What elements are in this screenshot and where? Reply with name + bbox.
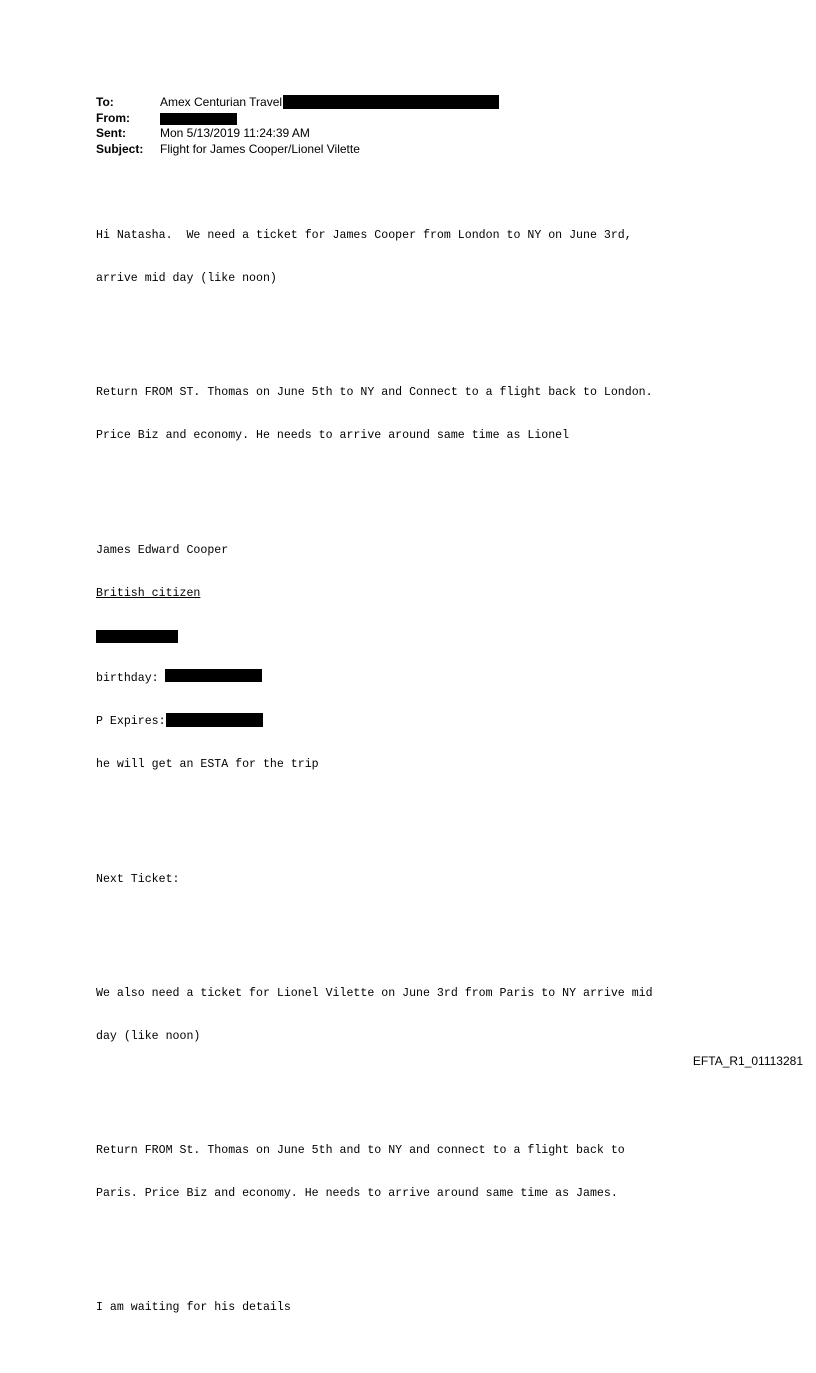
email-header <box>96 95 499 157</box>
body-line: James Edward Cooper <box>96 543 229 557</box>
redaction-block <box>165 669 262 682</box>
subject-label: Subject: <box>96 141 144 156</box>
body-line: Price Biz and economy. He needs to arrive around same time as Lionel <box>96 429 570 443</box>
body-line: British citizen <box>96 586 201 600</box>
body-line: day (like noon) <box>96 1029 201 1043</box>
sent-row <box>96 126 499 142</box>
to-row <box>96 95 499 111</box>
redacted-line <box>96 630 796 644</box>
body-line: Hi Natasha. We need a ticket for James Cooper from London to NY on June 3rd, <box>96 229 632 243</box>
paragraph-1 <box>96 201 796 315</box>
subject-value: Flight for James Cooper/Lionel Vilette <box>160 141 360 156</box>
from-value <box>160 111 237 127</box>
redaction-block <box>160 113 237 125</box>
paragraph-7 <box>96 1273 796 1344</box>
body-line: he will get an ESTA for the trip <box>96 758 319 772</box>
sent-value: Mon 5/13/2019 11:24:39 AM <box>160 126 310 140</box>
paragraph-4 <box>96 844 796 915</box>
expires-label: P Expires: <box>96 715 166 729</box>
from-label: From: <box>96 110 130 125</box>
body-line: Next Ticket: <box>96 872 180 886</box>
paragraph-6 <box>96 1116 796 1230</box>
body-line: Return FROM ST. Thomas on June 5th to NY and Connect to a flight back to London. <box>96 386 653 400</box>
paragraph-2 <box>96 358 796 472</box>
email-body <box>96 172 796 1373</box>
subject-row <box>96 142 499 158</box>
birthday-line <box>96 672 796 686</box>
expires-line <box>96 715 796 729</box>
body-line: I am waiting for his details <box>96 1301 291 1315</box>
body-line: Paris. Price Biz and economy. He needs to arrive around same time as James. <box>96 1187 618 1201</box>
paragraph-5 <box>96 958 796 1072</box>
body-line: arrive mid day (like noon) <box>96 272 277 286</box>
redaction-block <box>166 713 263 727</box>
body-line: We also need a ticket for Lionel Vilette on June 3rd from Paris to NY arrive mid <box>96 986 653 1000</box>
to-value <box>160 95 499 111</box>
sent-label: Sent: <box>96 126 126 140</box>
body-line: Return FROM St. Thomas on June 5th and to NY and connect to a flight back to <box>96 1144 625 1158</box>
paragraph-3 <box>96 515 796 801</box>
from-row <box>96 111 499 127</box>
to-label: To: <box>96 95 114 109</box>
to-recipient: Amex Centurian Travel <box>160 95 283 109</box>
redaction-block <box>96 630 178 643</box>
document-id: EFTA_R1_01113281 <box>692 1054 803 1068</box>
redaction-block <box>283 95 499 109</box>
birthday-label: birthday: <box>96 672 159 686</box>
